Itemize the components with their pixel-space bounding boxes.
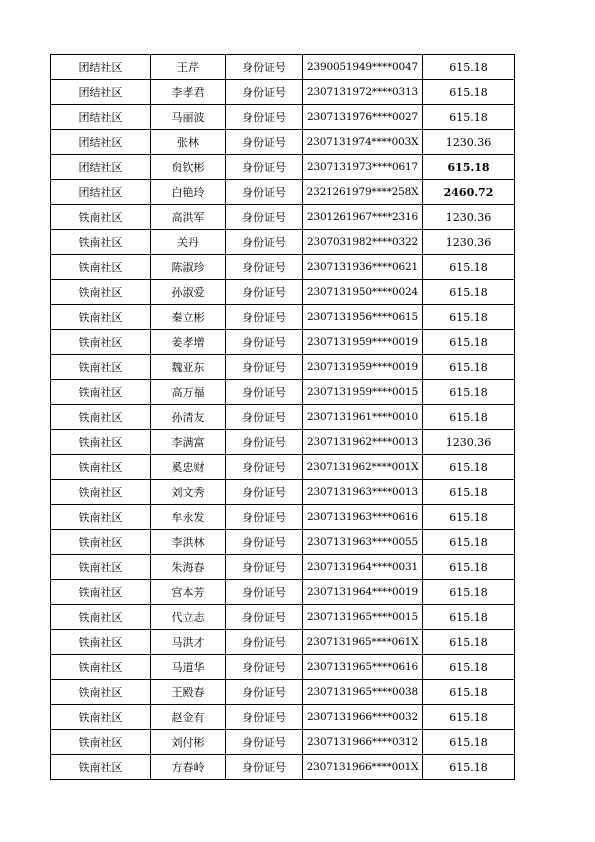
amount-cell: 615.18 bbox=[423, 380, 515, 405]
id-number-cell: 2307131966****0312 bbox=[303, 730, 423, 755]
table-row bbox=[51, 80, 515, 105]
name-cell: 刘文秀 bbox=[151, 480, 226, 505]
id-number-cell: 2307031982****0322 bbox=[303, 230, 423, 255]
id-number-cell: 2307131962****0013 bbox=[303, 430, 423, 455]
id-type-cell: 身份证号 bbox=[226, 655, 303, 680]
id-type-cell: 身份证号 bbox=[226, 355, 303, 380]
table-row bbox=[51, 305, 515, 330]
name-cell: 高万福 bbox=[151, 380, 226, 405]
id-type-cell: 身份证号 bbox=[226, 405, 303, 430]
name-cell: 白艳玲 bbox=[151, 180, 226, 205]
table-row bbox=[51, 130, 515, 155]
name-cell: 孙淑爱 bbox=[151, 280, 226, 305]
community-cell: 铁南社区 bbox=[51, 455, 151, 480]
amount-cell: 615.18 bbox=[423, 655, 515, 680]
amount-cell: 615.18 bbox=[423, 105, 515, 130]
community-cell: 团结社区 bbox=[51, 180, 151, 205]
table-row bbox=[51, 555, 515, 580]
community-cell: 铁南社区 bbox=[51, 405, 151, 430]
id-number-cell: 2307131964****0031 bbox=[303, 555, 423, 580]
table-row bbox=[51, 430, 515, 455]
table-row bbox=[51, 680, 515, 705]
id-number-cell: 2307131959****0015 bbox=[303, 380, 423, 405]
id-type-cell: 身份证号 bbox=[226, 630, 303, 655]
table-row bbox=[51, 155, 515, 180]
id-number-cell: 2307131965****061X bbox=[303, 630, 423, 655]
amount-cell: 615.18 bbox=[423, 155, 515, 180]
name-cell: 关丹 bbox=[151, 230, 226, 255]
community-cell: 铁南社区 bbox=[51, 555, 151, 580]
id-type-cell: 身份证号 bbox=[226, 230, 303, 255]
id-number-cell: 2307131966****001X bbox=[303, 755, 423, 780]
community-cell: 铁南社区 bbox=[51, 730, 151, 755]
amount-cell: 615.18 bbox=[423, 630, 515, 655]
name-cell: 魏亚东 bbox=[151, 355, 226, 380]
id-type-cell: 身份证号 bbox=[226, 305, 303, 330]
id-number-cell: 2301261967****2316 bbox=[303, 205, 423, 230]
amount-cell: 1230.36 bbox=[423, 130, 515, 155]
community-cell: 铁南社区 bbox=[51, 280, 151, 305]
id-number-cell: 2307131963****0616 bbox=[303, 505, 423, 530]
table-row bbox=[51, 455, 515, 480]
amount-cell: 615.18 bbox=[423, 480, 515, 505]
id-type-cell: 身份证号 bbox=[226, 580, 303, 605]
community-cell: 铁南社区 bbox=[51, 580, 151, 605]
amount-cell: 1230.36 bbox=[423, 430, 515, 455]
name-cell: 方春岭 bbox=[151, 755, 226, 780]
id-type-cell: 身份证号 bbox=[226, 605, 303, 630]
amount-cell: 615.18 bbox=[423, 505, 515, 530]
id-type-cell: 身份证号 bbox=[226, 130, 303, 155]
table-row bbox=[51, 630, 515, 655]
amount-cell: 2460.72 bbox=[423, 180, 515, 205]
community-cell: 铁南社区 bbox=[51, 330, 151, 355]
table-row bbox=[51, 105, 515, 130]
id-type-cell: 身份证号 bbox=[226, 180, 303, 205]
id-type-cell: 身份证号 bbox=[226, 680, 303, 705]
table-row bbox=[51, 730, 515, 755]
id-type-cell: 身份证号 bbox=[226, 280, 303, 305]
table-row bbox=[51, 255, 515, 280]
id-number-cell: 2307131974****003X bbox=[303, 130, 423, 155]
table-row bbox=[51, 505, 515, 530]
table-row bbox=[51, 480, 515, 505]
community-cell: 铁南社区 bbox=[51, 630, 151, 655]
amount-cell: 615.18 bbox=[423, 255, 515, 280]
id-type-cell: 身份证号 bbox=[226, 380, 303, 405]
name-cell: 宫本芳 bbox=[151, 580, 226, 605]
name-cell: 张林 bbox=[151, 130, 226, 155]
id-number-cell: 2307131959****0019 bbox=[303, 330, 423, 355]
community-cell: 铁南社区 bbox=[51, 680, 151, 705]
id-number-cell: 2307131963****0055 bbox=[303, 530, 423, 555]
id-type-cell: 身份证号 bbox=[226, 755, 303, 780]
name-cell: 赵金有 bbox=[151, 705, 226, 730]
name-cell: 李孝君 bbox=[151, 80, 226, 105]
id-number-cell: 2307131963****0013 bbox=[303, 480, 423, 505]
id-type-cell: 身份证号 bbox=[226, 105, 303, 130]
amount-cell: 615.18 bbox=[423, 680, 515, 705]
id-number-cell: 2307131966****0032 bbox=[303, 705, 423, 730]
name-cell: 代立志 bbox=[151, 605, 226, 630]
id-type-cell: 身份证号 bbox=[226, 530, 303, 555]
id-number-cell: 2307131965****0015 bbox=[303, 605, 423, 630]
id-number-cell: 2307131973****0617 bbox=[303, 155, 423, 180]
table-row bbox=[51, 55, 515, 80]
amount-cell: 615.18 bbox=[423, 755, 515, 780]
amount-cell: 615.18 bbox=[423, 330, 515, 355]
roster-table bbox=[50, 54, 515, 780]
id-type-cell: 身份证号 bbox=[226, 430, 303, 455]
table-row bbox=[51, 530, 515, 555]
community-cell: 团结社区 bbox=[51, 80, 151, 105]
community-cell: 铁南社区 bbox=[51, 255, 151, 280]
community-cell: 铁南社区 bbox=[51, 305, 151, 330]
community-cell: 铁南社区 bbox=[51, 705, 151, 730]
id-number-cell: 2307131961****0010 bbox=[303, 405, 423, 430]
id-number-cell: 2321261979****258X bbox=[303, 180, 423, 205]
table-row bbox=[51, 280, 515, 305]
name-cell: 奚忠财 bbox=[151, 455, 226, 480]
id-type-cell: 身份证号 bbox=[226, 705, 303, 730]
table-row bbox=[51, 380, 515, 405]
community-cell: 铁南社区 bbox=[51, 530, 151, 555]
name-cell: 秦立彬 bbox=[151, 305, 226, 330]
amount-cell: 615.18 bbox=[423, 730, 515, 755]
community-cell: 铁南社区 bbox=[51, 480, 151, 505]
id-number-cell: 2307131965****0038 bbox=[303, 680, 423, 705]
amount-cell: 615.18 bbox=[423, 80, 515, 105]
id-number-cell: 2307131959****0019 bbox=[303, 355, 423, 380]
id-type-cell: 身份证号 bbox=[226, 155, 303, 180]
amount-cell: 615.18 bbox=[423, 580, 515, 605]
roster-table-body bbox=[51, 55, 515, 780]
community-cell: 铁南社区 bbox=[51, 655, 151, 680]
id-number-cell: 2307131962****001X bbox=[303, 455, 423, 480]
table-row bbox=[51, 330, 515, 355]
amount-cell: 615.18 bbox=[423, 305, 515, 330]
id-type-cell: 身份证号 bbox=[226, 730, 303, 755]
id-type-cell: 身份证号 bbox=[226, 455, 303, 480]
community-cell: 铁南社区 bbox=[51, 355, 151, 380]
id-type-cell: 身份证号 bbox=[226, 505, 303, 530]
community-cell: 团结社区 bbox=[51, 55, 151, 80]
id-number-cell: 2307131950****0024 bbox=[303, 280, 423, 305]
id-number-cell: 2307131965****0616 bbox=[303, 655, 423, 680]
amount-cell: 615.18 bbox=[423, 605, 515, 630]
table-row bbox=[51, 405, 515, 430]
name-cell: 马洪才 bbox=[151, 630, 226, 655]
id-number-cell: 2307131972****0313 bbox=[303, 80, 423, 105]
name-cell: 朱海春 bbox=[151, 555, 226, 580]
id-number-cell: 2307131956****0615 bbox=[303, 305, 423, 330]
id-number-cell: 2307131936****0621 bbox=[303, 255, 423, 280]
id-number-cell: 2307131976****0027 bbox=[303, 105, 423, 130]
name-cell: 贠钦彬 bbox=[151, 155, 226, 180]
id-type-cell: 身份证号 bbox=[226, 255, 303, 280]
name-cell: 姜孝增 bbox=[151, 330, 226, 355]
name-cell: 马丽波 bbox=[151, 105, 226, 130]
table-row bbox=[51, 655, 515, 680]
amount-cell: 615.18 bbox=[423, 705, 515, 730]
id-type-cell: 身份证号 bbox=[226, 480, 303, 505]
name-cell: 李洪林 bbox=[151, 530, 226, 555]
id-number-cell: 2307131964****0019 bbox=[303, 580, 423, 605]
table-row bbox=[51, 705, 515, 730]
id-type-cell: 身份证号 bbox=[226, 80, 303, 105]
amount-cell: 615.18 bbox=[423, 555, 515, 580]
amount-cell: 615.18 bbox=[423, 55, 515, 80]
community-cell: 铁南社区 bbox=[51, 430, 151, 455]
community-cell: 铁南社区 bbox=[51, 380, 151, 405]
name-cell: 王芹 bbox=[151, 55, 226, 80]
table-row bbox=[51, 230, 515, 255]
community-cell: 铁南社区 bbox=[51, 230, 151, 255]
community-cell: 铁南社区 bbox=[51, 605, 151, 630]
community-cell: 铁南社区 bbox=[51, 205, 151, 230]
name-cell: 王殿春 bbox=[151, 680, 226, 705]
amount-cell: 615.18 bbox=[423, 405, 515, 430]
community-cell: 铁南社区 bbox=[51, 505, 151, 530]
name-cell: 李满富 bbox=[151, 430, 226, 455]
community-cell: 团结社区 bbox=[51, 130, 151, 155]
name-cell: 孙清友 bbox=[151, 405, 226, 430]
amount-cell: 615.18 bbox=[423, 355, 515, 380]
table-row bbox=[51, 580, 515, 605]
id-type-cell: 身份证号 bbox=[226, 205, 303, 230]
community-cell: 团结社区 bbox=[51, 105, 151, 130]
table-row bbox=[51, 755, 515, 780]
table-row bbox=[51, 355, 515, 380]
community-cell: 铁南社区 bbox=[51, 755, 151, 780]
id-type-cell: 身份证号 bbox=[226, 55, 303, 80]
amount-cell: 615.18 bbox=[423, 455, 515, 480]
id-type-cell: 身份证号 bbox=[226, 330, 303, 355]
community-cell: 团结社区 bbox=[51, 155, 151, 180]
id-type-cell: 身份证号 bbox=[226, 555, 303, 580]
id-number-cell: 2390051949****0047 bbox=[303, 55, 423, 80]
table-row bbox=[51, 205, 515, 230]
amount-cell: 615.18 bbox=[423, 280, 515, 305]
name-cell: 马道华 bbox=[151, 655, 226, 680]
name-cell: 陈淑珍 bbox=[151, 255, 226, 280]
name-cell: 刘付彬 bbox=[151, 730, 226, 755]
table-row bbox=[51, 605, 515, 630]
name-cell: 高洪军 bbox=[151, 205, 226, 230]
name-cell: 牟永发 bbox=[151, 505, 226, 530]
amount-cell: 1230.36 bbox=[423, 205, 515, 230]
amount-cell: 615.18 bbox=[423, 530, 515, 555]
table-row bbox=[51, 180, 515, 205]
amount-cell: 1230.36 bbox=[423, 230, 515, 255]
